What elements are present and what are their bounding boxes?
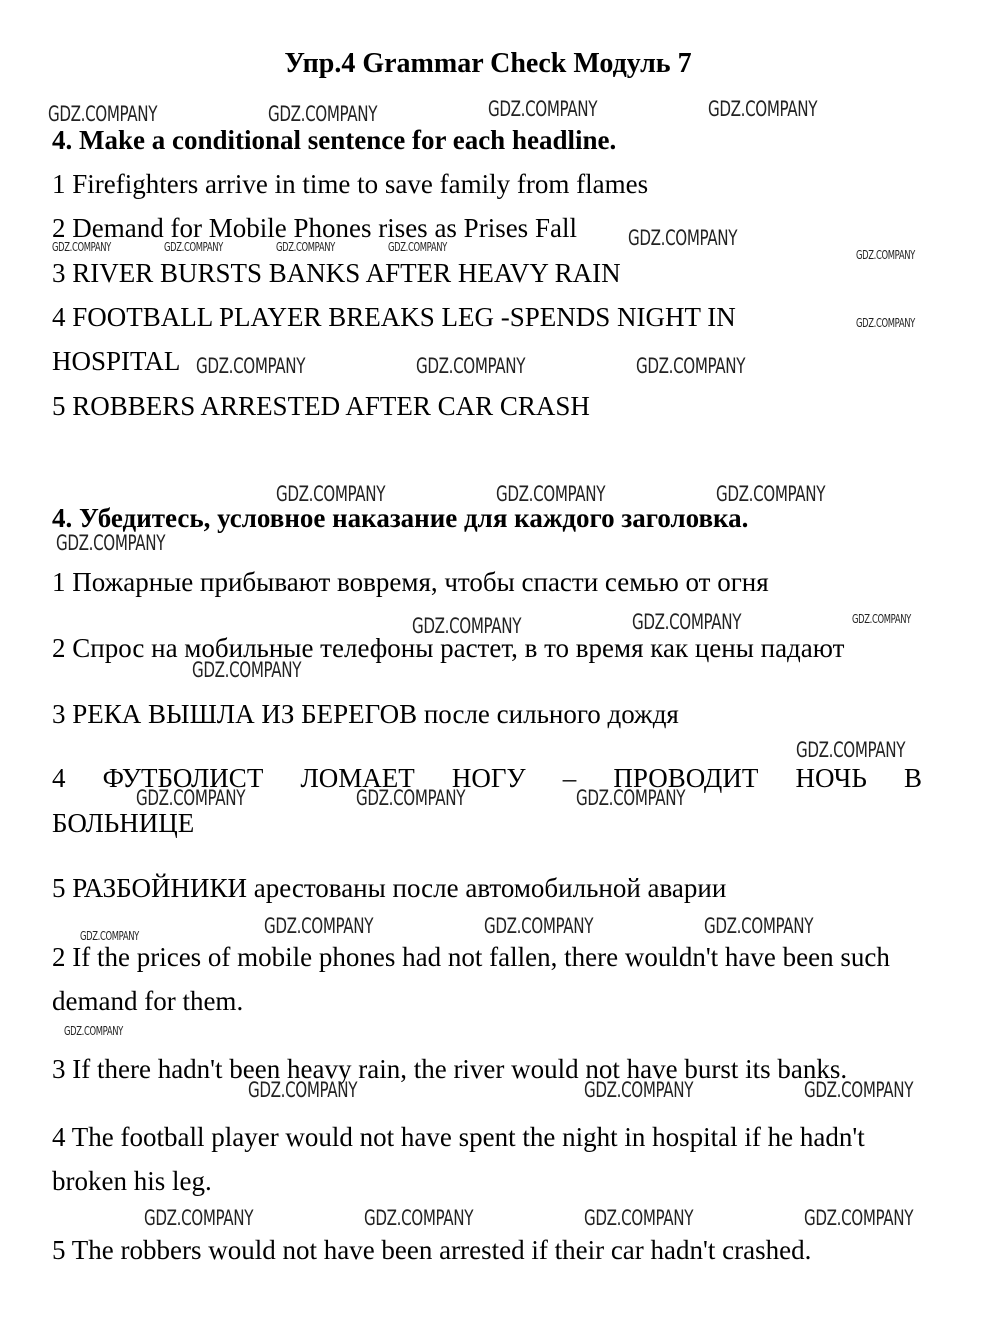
watermark: GDZ.COMPANY <box>388 240 447 254</box>
watermark: GDZ.COMPANY <box>584 1078 694 1102</box>
watermark: GDZ.COMPANY <box>804 1078 914 1102</box>
russian-item-1: 1 Пожарные прибывают вовремя, чтобы спасти семью от огня <box>52 567 769 597</box>
russian-item-5: 5 РАЗБОЙНИКИ арестованы после автомобильной аварии <box>52 873 727 903</box>
page-title: Упр.4 Grammar Check Модуль 7 <box>284 48 692 79</box>
watermark: GDZ.COMPANY <box>496 482 606 506</box>
watermark: GDZ.COMPANY <box>192 658 302 682</box>
answer-3: 3 If there hadn't been heavy rain, the river would not have burst its banks. <box>52 1054 848 1084</box>
answer-5: 5 The robbers would not have been arrested if their car hadn't crashed. <box>52 1235 812 1265</box>
watermark: GDZ.COMPANY <box>412 614 522 638</box>
answer-4: 4 The football player would not have spent the night in hospital if he hadn't broken his leg. <box>52 1122 865 1196</box>
english-item-3: 3 RIVER BURSTS BANKS AFTER HEAVY RAIN <box>52 258 621 288</box>
answer-2: 2 If the prices of mobile phones had not fallen, there wouldn't have been such demand for them. <box>52 942 890 1016</box>
russian-item-2: 2 Спрос на мобильные телефоны растет, в то время как цены падают <box>52 633 845 663</box>
watermark: GDZ.COMPANY <box>632 610 742 634</box>
english-item-1: 1 Firefighters arrive in time to save family from flames <box>52 169 649 199</box>
english-item-2: 2 Demand for Mobile Phones rises as Prises Fall <box>52 213 577 243</box>
watermark: GDZ.COMPANY <box>248 1078 358 1102</box>
watermark: GDZ.COMPANY <box>704 914 814 938</box>
watermark: GDZ.COMPANY <box>484 914 594 938</box>
watermark: GDZ.COMPANY <box>52 240 111 254</box>
watermark: GDZ.COMPANY <box>80 929 139 943</box>
russian-item-4-continued: БОЛЬНИЦЕ <box>52 808 195 838</box>
watermark: GDZ.COMPANY <box>856 248 915 262</box>
watermark: GDZ.COMPANY <box>576 786 686 810</box>
watermark: GDZ.COMPANY <box>264 914 374 938</box>
watermark: GDZ.COMPANY <box>56 531 166 555</box>
watermark: GDZ.COMPANY <box>276 482 386 506</box>
watermark: GDZ.COMPANY <box>708 97 818 121</box>
watermark: GDZ.COMPANY <box>416 354 526 378</box>
russian-heading: 4. Убедитесь, условное наказание для каждого заголовка. <box>52 503 749 533</box>
watermark: GDZ.COMPANY <box>136 786 246 810</box>
russian-item-3: 3 РЕКА ВЫШЛА ИЗ БЕРЕГОВ после сильного дождя <box>52 699 679 729</box>
watermark: GDZ.COMPANY <box>852 612 911 626</box>
watermark: GDZ.COMPANY <box>856 316 915 330</box>
watermark: GDZ.COMPANY <box>276 240 335 254</box>
watermark: GDZ.COMPANY <box>716 482 826 506</box>
watermark: GDZ.COMPANY <box>48 102 158 126</box>
watermark: GDZ.COMPANY <box>364 1206 474 1230</box>
watermark: GDZ.COMPANY <box>64 1024 123 1038</box>
watermark: GDZ.COMPANY <box>488 97 598 121</box>
russian-item-4: 4 ФУТБОЛИСТ ЛОМАЕТ НОГУ – ПРОВОДИТ НОЧЬ В <box>52 763 922 793</box>
watermark: GDZ.COMPANY <box>356 786 466 810</box>
watermark: GDZ.COMPANY <box>796 738 906 762</box>
watermark: GDZ.COMPANY <box>164 240 223 254</box>
watermark: GDZ.COMPANY <box>804 1206 914 1230</box>
watermark: GDZ.COMPANY <box>144 1206 254 1230</box>
watermark: GDZ.COMPANY <box>636 354 746 378</box>
watermark: GDZ.COMPANY <box>268 102 378 126</box>
english-item-5: 5 ROBBERS ARRESTED AFTER CAR CRASH <box>52 391 590 421</box>
watermark: GDZ.COMPANY <box>196 354 306 378</box>
english-heading: 4. Make a conditional sentence for each headline. <box>52 125 617 155</box>
watermark: GDZ.COMPANY <box>628 226 738 250</box>
english-item-4: 4 FOOTBALL PLAYER BREAKS LEG -SPENDS NIGHT IN HOSPITAL <box>52 302 736 376</box>
watermark: GDZ.COMPANY <box>584 1206 694 1230</box>
